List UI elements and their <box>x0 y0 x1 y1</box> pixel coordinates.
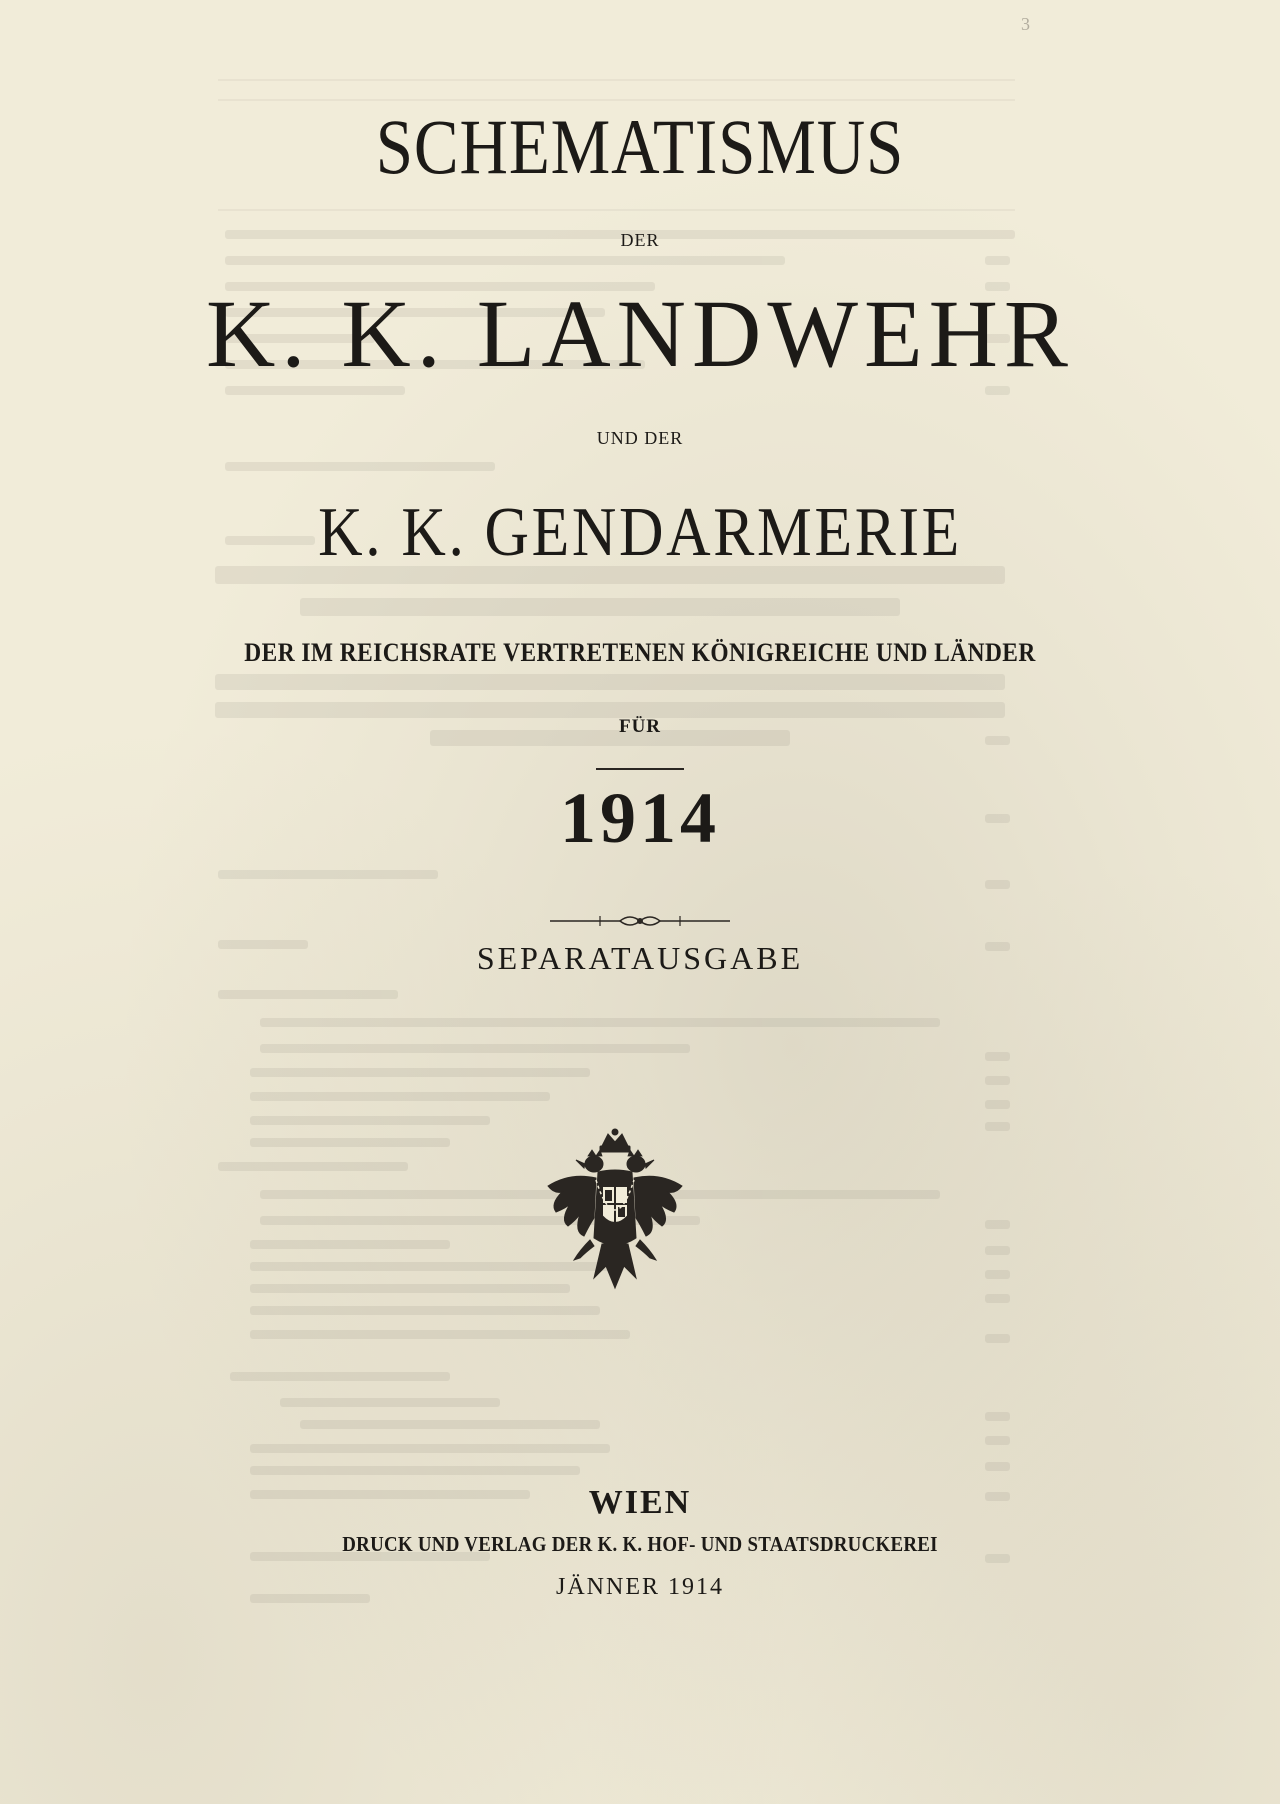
connector-der: DER <box>620 230 660 250</box>
title-year: 1914 <box>560 778 720 858</box>
title-schematismus: SCHEMATISMUS <box>375 103 905 190</box>
bleed-page-number: 3 <box>1021 14 1030 34</box>
connector-fur: FÜR <box>618 716 662 737</box>
title-gendarmerie: K. K. GENDARMERIE <box>318 494 962 571</box>
imprint-date: JÄNNER 1914 <box>555 1574 724 1600</box>
imprint-city: WIEN <box>588 1484 692 1521</box>
imprint-publisher: DRUCK UND VERLAG DER K. K. HOF- UND STAATSDRUCKEREI <box>342 1532 938 1556</box>
short-rule-divider <box>596 768 684 770</box>
connector-und-der: UND DER <box>596 428 684 448</box>
ornament-divider-icon <box>540 910 740 932</box>
double-headed-eagle-icon <box>540 1128 690 1308</box>
subtitle-reichsrate: DER IM REICHSRATE VERTRETENEN KÖNIGREICHE UND LÄNDER <box>244 638 1036 667</box>
title-landwehr: K. K. LANDWEHR <box>206 280 1074 387</box>
edition-label: SEPARATAUSGABE <box>476 940 804 976</box>
